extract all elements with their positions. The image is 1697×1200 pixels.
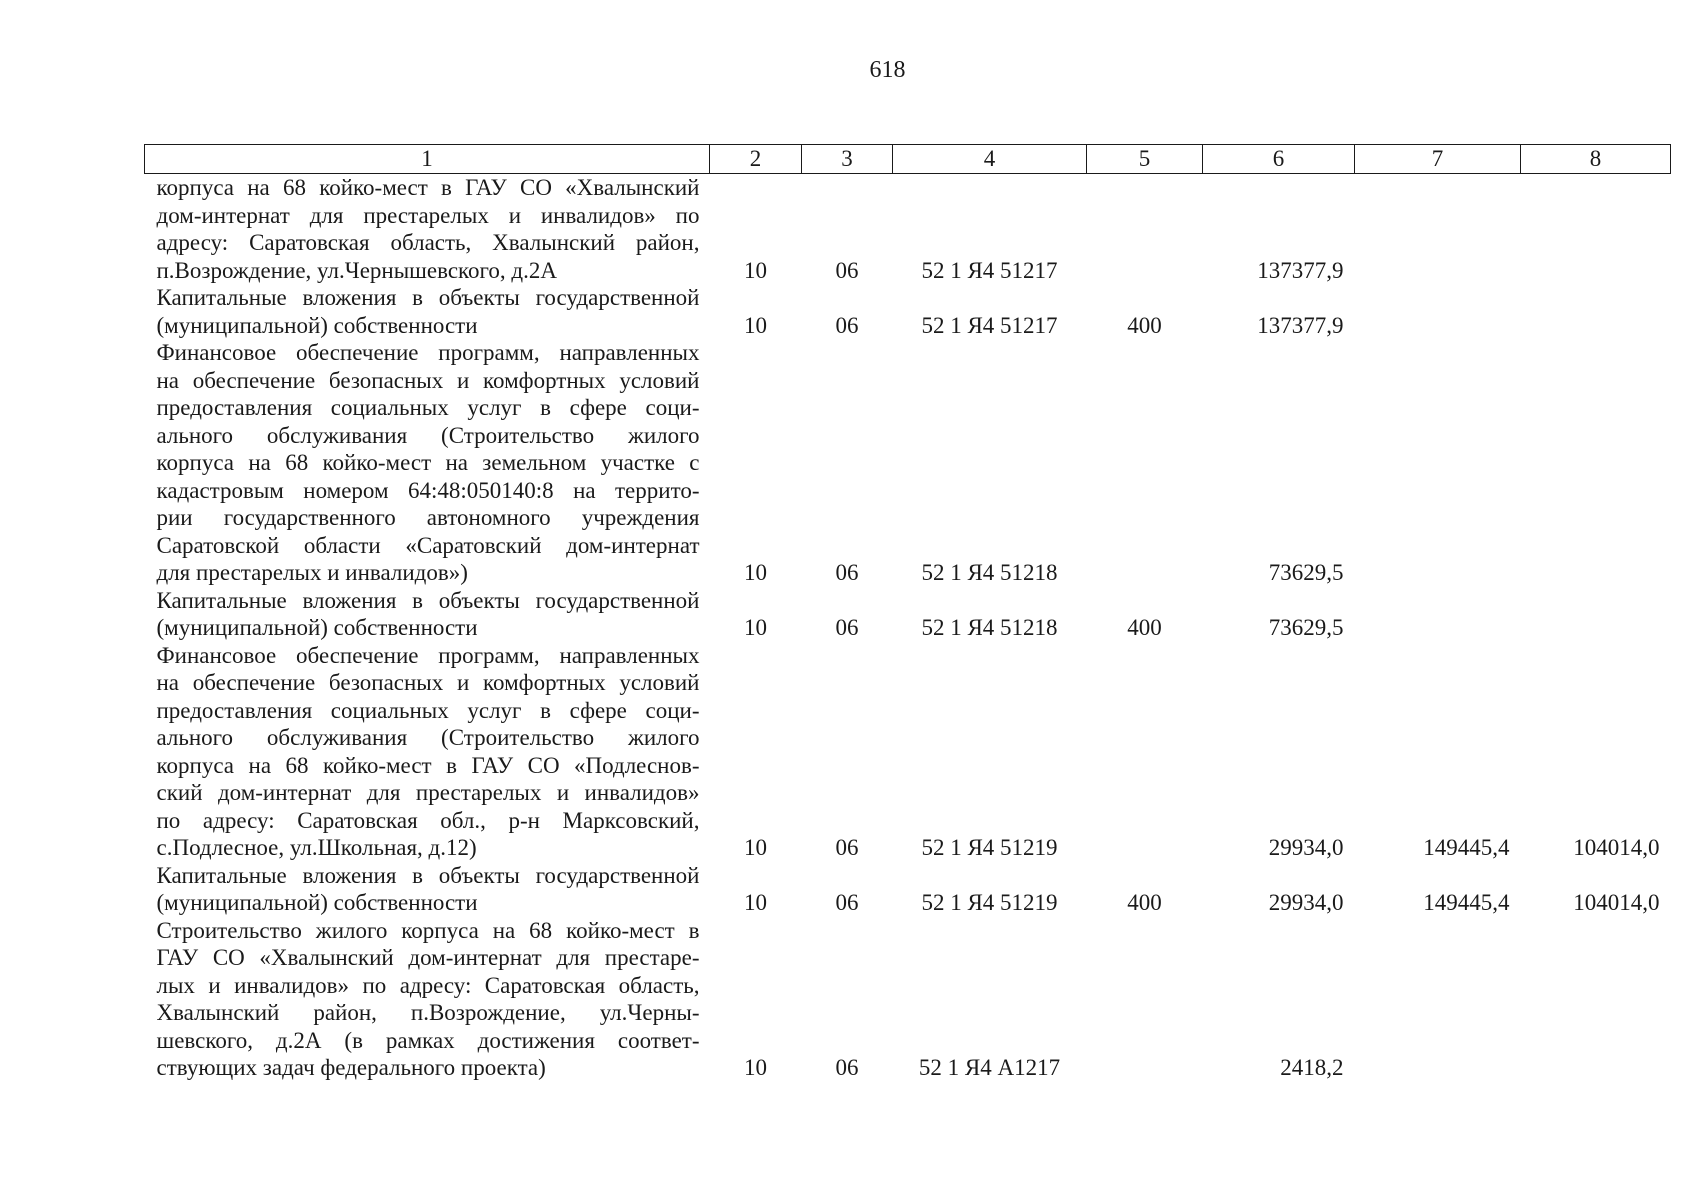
cell-col-3: 06 <box>835 835 859 860</box>
cell-col-6: 73629,5 <box>1268 615 1344 640</box>
cell-col-2: 10 <box>744 1055 767 1080</box>
cell-col-3: 06 <box>835 312 859 338</box>
budget-table <box>144 144 1671 1082</box>
cell-col-5 <box>1087 339 1203 587</box>
cell-col-6: 29934,0 <box>1268 835 1344 860</box>
description-line: ГАУ СО «Хвалынский дом-интернат для престаре- <box>156 945 700 970</box>
cell-col-7 <box>1355 284 1521 339</box>
cell-col-2: 10 <box>744 257 767 283</box>
cell-col-6: 2418,2 <box>1280 1055 1344 1080</box>
cell-col-5 <box>1087 917 1203 1082</box>
cell-col-4: 52 1 Я4 51217 <box>921 312 1058 338</box>
cell-col-5 <box>1087 642 1203 862</box>
description-line: шевского, д.2А (в рамках достижения соответ- <box>156 1027 700 1053</box>
column-header-1: 1 <box>145 145 710 174</box>
description-line: Капитальные вложения в объекты государственной <box>156 587 700 613</box>
cell-col-8 <box>1521 917 1671 1082</box>
table-row <box>145 917 1671 1082</box>
row-description <box>145 174 710 285</box>
cell-col-7 <box>1355 917 1521 1082</box>
cell-col-4: 52 1 Я4 А1217 <box>918 1055 1061 1080</box>
cell-col-3: 06 <box>835 560 859 585</box>
cell-col-3: 06 <box>835 615 859 640</box>
column-header-8: 8 <box>1521 145 1671 174</box>
cell-col-8: 104014,0 <box>1573 890 1660 915</box>
cell-col-7 <box>1355 339 1521 587</box>
description-line: ального обслуживания (Строительство жилого <box>156 725 700 750</box>
description-line: (муниципальной) собственности <box>156 890 478 915</box>
cell-col-8 <box>1521 587 1671 642</box>
table-row <box>145 862 1671 917</box>
cell-col-8 <box>1521 284 1671 339</box>
cell-col-3: 06 <box>835 257 859 283</box>
cell-col-6: 137377,9 <box>1257 312 1344 338</box>
cell-col-5: 400 <box>1127 890 1162 915</box>
cell-col-2: 10 <box>744 560 767 585</box>
column-header-7: 7 <box>1355 145 1521 174</box>
description-line: предоставления социальных услуг в сфере соци- <box>156 395 700 420</box>
cell-col-8 <box>1521 339 1671 587</box>
cell-col-2: 10 <box>744 890 767 915</box>
description-line: для престарелых и инвалидов») <box>156 560 468 585</box>
row-description <box>145 917 710 1082</box>
description-line: предоставления социальных услуг в сфере соци- <box>156 697 700 723</box>
description-line: на обеспечение безопасных и комфортных условий <box>156 670 700 695</box>
row-description <box>145 339 710 587</box>
table-body <box>145 174 1671 1082</box>
description-line: лых и инвалидов» по адресу: Саратовская область, <box>156 972 700 998</box>
row-description <box>145 642 710 862</box>
description-line: ский дом-интернат для престарелых и инвалидов» <box>156 780 700 805</box>
cell-col-8 <box>1521 174 1671 285</box>
description-line: с.Подлесное, ул.Школьная, д.12) <box>156 835 477 860</box>
cell-col-2: 10 <box>744 835 767 860</box>
description-line: адресу: Саратовская область, Хвалынский район, <box>156 230 700 255</box>
cell-col-4: 52 1 Я4 51217 <box>921 257 1058 283</box>
row-description <box>145 587 710 642</box>
row-description <box>145 862 710 917</box>
description-line: Хвалынский район, п.Возрождение, ул.Черны- <box>156 1000 700 1025</box>
cell-col-4: 52 1 Я4 51218 <box>921 560 1058 585</box>
cell-col-6: 137377,9 <box>1257 257 1344 283</box>
cell-col-5: 400 <box>1127 615 1162 640</box>
description-line: п.Возрождение, ул.Чернышевского, д.2А <box>156 257 557 283</box>
cell-col-3: 06 <box>835 890 859 915</box>
cell-col-6: 73629,5 <box>1268 560 1344 585</box>
cell-col-2: 10 <box>744 615 767 640</box>
cell-col-2: 10 <box>744 312 767 338</box>
cell-col-4: 52 1 Я4 51219 <box>921 835 1058 860</box>
description-line: ального обслуживания (Строительство жилого <box>156 422 700 448</box>
description-line: ствующих задач федерального проекта) <box>156 1055 546 1080</box>
description-line: по адресу: Саратовская обл., р-н Марксовский, <box>156 807 700 833</box>
header-row <box>145 145 1671 174</box>
description-line: кадастровым номером 64:48:050140:8 на террито- <box>156 477 700 503</box>
table-header <box>145 145 1671 174</box>
description-line: Финансовое обеспечение программ, направленных <box>156 340 700 365</box>
column-header-6: 6 <box>1203 145 1355 174</box>
column-header-3: 3 <box>802 145 893 174</box>
table-row <box>145 339 1671 587</box>
page-number: 618 <box>869 57 906 83</box>
column-header-2: 2 <box>710 145 802 174</box>
cell-col-4: 52 1 Я4 51218 <box>921 615 1058 640</box>
cell-col-5 <box>1087 174 1203 285</box>
column-header-4: 4 <box>893 145 1087 174</box>
cell-col-3: 06 <box>835 1055 859 1080</box>
table-row <box>145 587 1671 642</box>
cell-col-7 <box>1355 174 1521 285</box>
description-line: (муниципальной) собственности <box>156 312 478 338</box>
description-line: Саратовской области «Саратовский дом-интернат <box>156 532 700 558</box>
description-line: рии государственного автономного учреждения <box>156 505 700 530</box>
description-line: Капитальные вложения в объекты государственной <box>156 862 700 888</box>
description-line: корпуса на 68 койко-мест на земельном участке с <box>156 450 700 475</box>
table-row <box>145 284 1671 339</box>
cell-col-4: 52 1 Я4 51219 <box>921 890 1058 915</box>
description-line: (муниципальной) собственности <box>156 615 478 640</box>
cell-col-7: 149445,4 <box>1423 835 1510 860</box>
description-line: Капитальные вложения в объекты государственной <box>156 285 700 310</box>
column-header-5: 5 <box>1087 145 1203 174</box>
cell-col-5: 400 <box>1127 312 1162 338</box>
table-row <box>145 642 1671 862</box>
row-description <box>145 284 710 339</box>
table-row <box>145 174 1671 285</box>
description-line: на обеспечение безопасных и комфортных условий <box>156 367 700 393</box>
description-line: корпуса на 68 койко-мест в ГАУ СО «Подлеснов- <box>156 752 700 778</box>
description-line: Строительство жилого корпуса на 68 койко-мест в <box>156 917 700 943</box>
description-line: Финансовое обеспечение программ, направленных <box>156 642 700 668</box>
cell-col-7 <box>1355 587 1521 642</box>
description-line: дом-интернат для престарелых и инвалидов» по <box>156 202 700 228</box>
cell-col-6: 29934,0 <box>1268 890 1344 915</box>
cell-col-7: 149445,4 <box>1423 890 1510 915</box>
cell-col-8: 104014,0 <box>1573 835 1660 860</box>
description-line: корпуса на 68 койко-мест в ГАУ СО «Хвалынский <box>156 175 700 200</box>
